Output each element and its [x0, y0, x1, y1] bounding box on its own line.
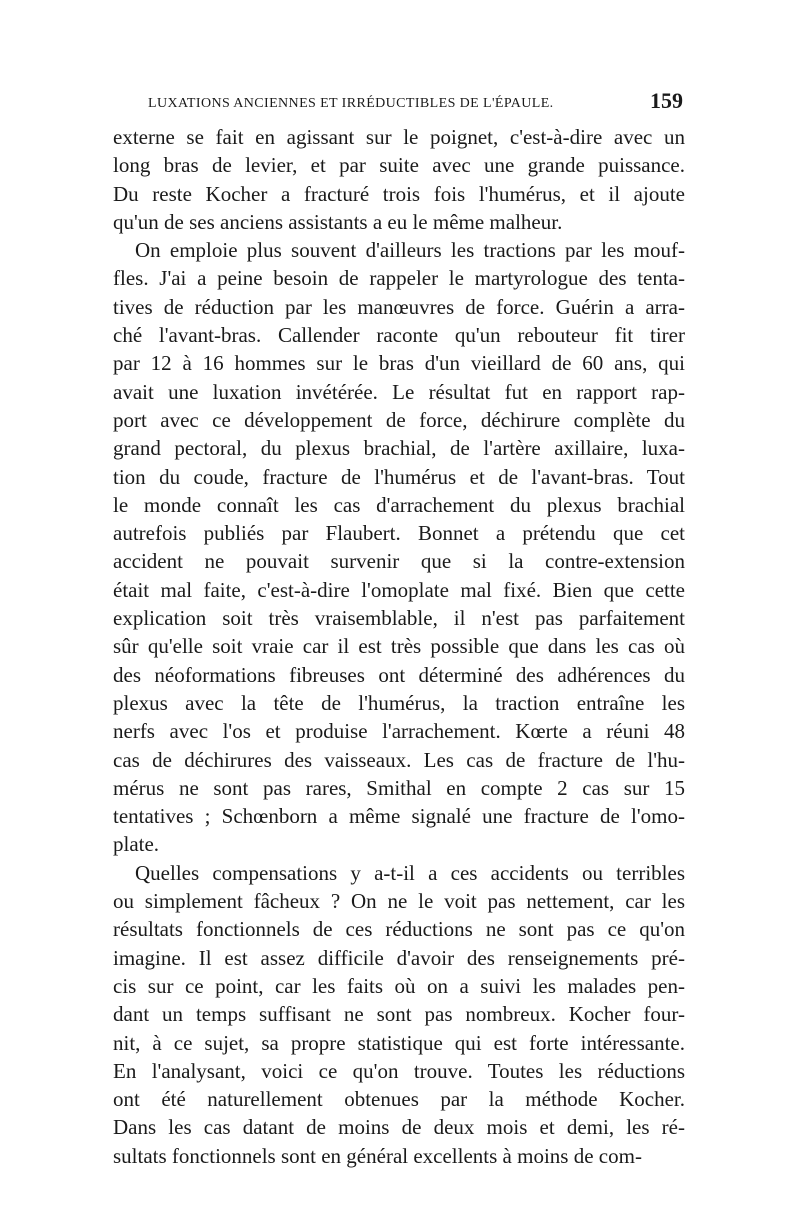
text-line: ont été naturellement obtenues par la méthode Kocher.	[113, 1087, 685, 1112]
paragraph	[113, 123, 685, 236]
text-line: plate.	[113, 832, 160, 857]
text-line: imagine. Il est assez difficile d'avoir des renseignements pré-	[113, 945, 685, 970]
text-line: Quelles compensations y a-t-il a ces accidents ou terribles	[135, 860, 685, 885]
text-line: des néoformations fibreuses ont déterminé des adhérences du	[113, 662, 685, 687]
text-line: autrefois publiés par Flaubert. Bonnet a prétendu que cet	[113, 521, 685, 546]
text-line: était mal faite, c'est-à-dire l'omoplate mal fixé. Bien que cette	[113, 577, 685, 602]
text-line: Du reste Kocher a fracturé trois fois l'humérus, et il ajoute	[113, 181, 685, 206]
text-line: Dans les cas datant de moins de deux mois et demi, les ré-	[113, 1115, 685, 1140]
text-line: avait une luxation invétérée. Le résultat fut en rapport rap-	[113, 379, 685, 404]
text-line: ou simplement fâcheux ? On ne le voit pas nettement, car les	[113, 889, 685, 914]
text-line: résultats fonctionnels de ces réductions ne sont pas ce qu'on	[113, 917, 685, 942]
text-line: nit, à ce sujet, sa propre statistique qui est forte intéressante.	[113, 1030, 685, 1055]
text-line: cas de déchirures des vaisseaux. Les cas de fracture de l'hu-	[113, 747, 685, 772]
text-line: grand pectoral, du plexus brachial, de l'artère axillaire, luxa-	[113, 436, 685, 461]
text-line: qu'un de ses anciens assistants a eu le même malheur.	[113, 209, 563, 234]
text-line: cis sur ce point, car les faits où on a suivi les malades pen-	[113, 973, 685, 998]
text-line: ché l'avant-bras. Callender raconte qu'un rebouteur fit tirer	[113, 323, 685, 348]
text-line: par 12 à 16 hommes sur le bras d'un vieillard de 60 ans, qui	[113, 351, 685, 376]
text-line: plexus avec la tête de l'humérus, la traction entraîne les	[113, 690, 685, 715]
text-line: dant un temps suffisant ne sont pas nombreux. Kocher four-	[113, 1002, 685, 1027]
text-line: sultats fonctionnels sont en général excellents à moins de com-	[113, 1143, 642, 1168]
text-line: tives de réduction par les manœuvres de force. Guérin a arra-	[113, 294, 685, 319]
text-line: On emploie plus souvent d'ailleurs les tractions par les mouf-	[135, 238, 685, 263]
body-text	[113, 123, 685, 1170]
text-line: sûr qu'elle soit vraie car il est très possible que dans les cas où	[113, 634, 685, 659]
text-line: tentatives ; Schœnborn a même signalé une fracture de l'omo-	[113, 804, 685, 829]
running-title: LUXATIONS ANCIENNES ET IRRÉDUCTIBLES DE L'ÉPAULE.	[148, 96, 554, 111]
text-line: En l'analysant, voici ce qu'on trouve. Toutes les réductions	[113, 1058, 685, 1083]
page-number: 159	[650, 88, 683, 113]
paragraph	[113, 236, 685, 859]
text-line: le monde connaît les cas d'arrachement du plexus brachial	[113, 492, 685, 517]
text-line: nerfs avec l'os et produise l'arrachement. Kœrte a réuni 48	[113, 719, 685, 744]
text-line: explication soit très vraisemblable, il n'est pas parfaitement	[113, 606, 685, 631]
text-line: long bras de levier, et par suite avec une grande puissance.	[113, 153, 685, 178]
text-line: port avec ce développement de force, déchirure complète du	[113, 407, 685, 432]
text-line: mérus ne sont pas rares, Smithal en compte 2 cas sur 15	[113, 775, 685, 800]
text-line: tion du coude, fracture de l'humérus et de l'avant-bras. Tout	[113, 464, 685, 489]
text-line: accident ne pouvait survenir que si la contre-extension	[113, 549, 685, 574]
page-header	[138, 88, 683, 122]
text-line: externe se fait en agissant sur le poignet, c'est-à-dire avec un	[113, 125, 685, 149]
text-line: fles. J'ai a peine besoin de rappeler le martyrologue des tenta-	[113, 266, 685, 291]
paragraph	[113, 859, 685, 1170]
